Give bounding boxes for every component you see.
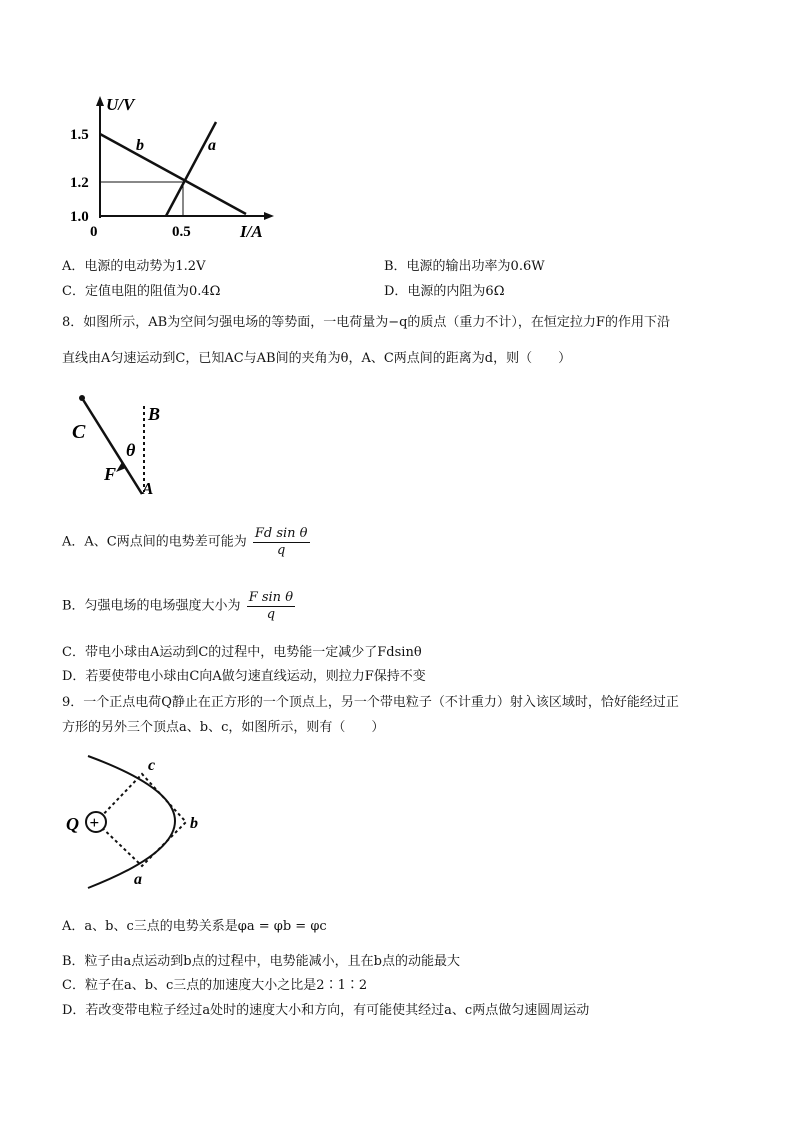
x-axis-label: I/A [240,222,263,241]
label-b: b [190,815,198,832]
q9-option-b: B．粒子由a点运动到b点的过程中，电势能减小，且在b点的动能最大 [62,954,460,969]
fraction-denominator: q [266,607,276,622]
x-tick-0: 0 [90,224,98,240]
q9-figure [62,750,222,895]
label-theta: θ [126,440,136,460]
q8-option-a [62,526,310,559]
line-a-label: a [208,137,216,154]
q8-option-b [62,590,295,623]
line-b-label: b [136,137,144,154]
q8-option-b-text: B．匀强电场的电场强度大小为 [62,598,241,614]
q8-option-c: C．带电小球由A运动到C的过程中，电势能一定减少了Fdsinθ [62,645,422,660]
q8-option-b-fraction [247,590,295,623]
q8-option-d: D．若要使带电小球由C向A做匀速直线运动，则拉力F保持不变 [62,669,426,684]
q9-option-d: D．若改变带电粒子经过a处时的速度大小和方向，有可能使其经过a、c两点做匀速圆周运动 [62,1003,590,1018]
q8-option-a-text: A．A、C两点间的电势差可能为 [62,534,247,550]
q9-option-a: A．a、b、c三点的电势关系是φa = φb = φc [62,919,327,934]
q8-stem-line2: 直线由A匀速运动到C，已知AC与AB间的夹角为θ，A、C两点间的距离为d，则（ ） [62,351,572,366]
y-tick-1-5: 1.5 [70,127,89,143]
label-c: c [148,757,156,774]
plus-sign: + [89,813,100,832]
q7-ui-graph [60,88,290,248]
q7-option-a: A．电源的电动势为1.2V [62,259,206,274]
label-a: A [142,479,154,498]
square-dashed [96,774,186,866]
q9-option-c: C．粒子在a、b、c三点的加速度大小之比是2∶1∶2 [62,978,368,993]
y-axis-arrow [96,96,104,106]
q7-option-b: B．电源的输出功率为0.6W [384,259,545,274]
label-b: B [148,404,161,424]
q9-stem-line1: 9．一个正点电荷Q静止在正方形的一个顶点上，另一个带电粒子（不计重力）射入该区域时，恰好能经过正 [62,695,679,710]
fraction-denominator: q [277,543,286,558]
q9-stem-line2: 方形的另外三个顶点a、b、c，如图所示，则有（ ） [62,720,385,735]
y-tick-1-2: 1.2 [70,175,89,191]
q7-option-c: C．定值电阻的阻值为0.4Ω [62,284,221,299]
x-tick-0-5: 0.5 [172,224,191,240]
label-q: Q [66,814,79,834]
q8-figure [64,390,174,500]
y-tick-1-0: 1.0 [70,209,89,225]
q7-option-d: D．电源的内阻为6Ω [384,284,505,299]
force-arrow [116,462,126,472]
label-f: F [104,464,117,484]
y-axis-label: U/V [106,95,135,114]
label-a: a [134,871,142,888]
fraction-numerator: Fd sin θ [254,526,308,541]
x-axis-arrow [264,212,274,220]
q8-option-a-fraction [253,526,310,559]
q8-stem-line1: 8．如图所示，AB为空间匀强电场的等势面，一电荷量为−q的质点（重力不计），在恒定拉力F的作用下沿 [62,315,670,330]
label-c: C [72,421,86,443]
fraction-numerator: F sin θ [248,590,294,605]
